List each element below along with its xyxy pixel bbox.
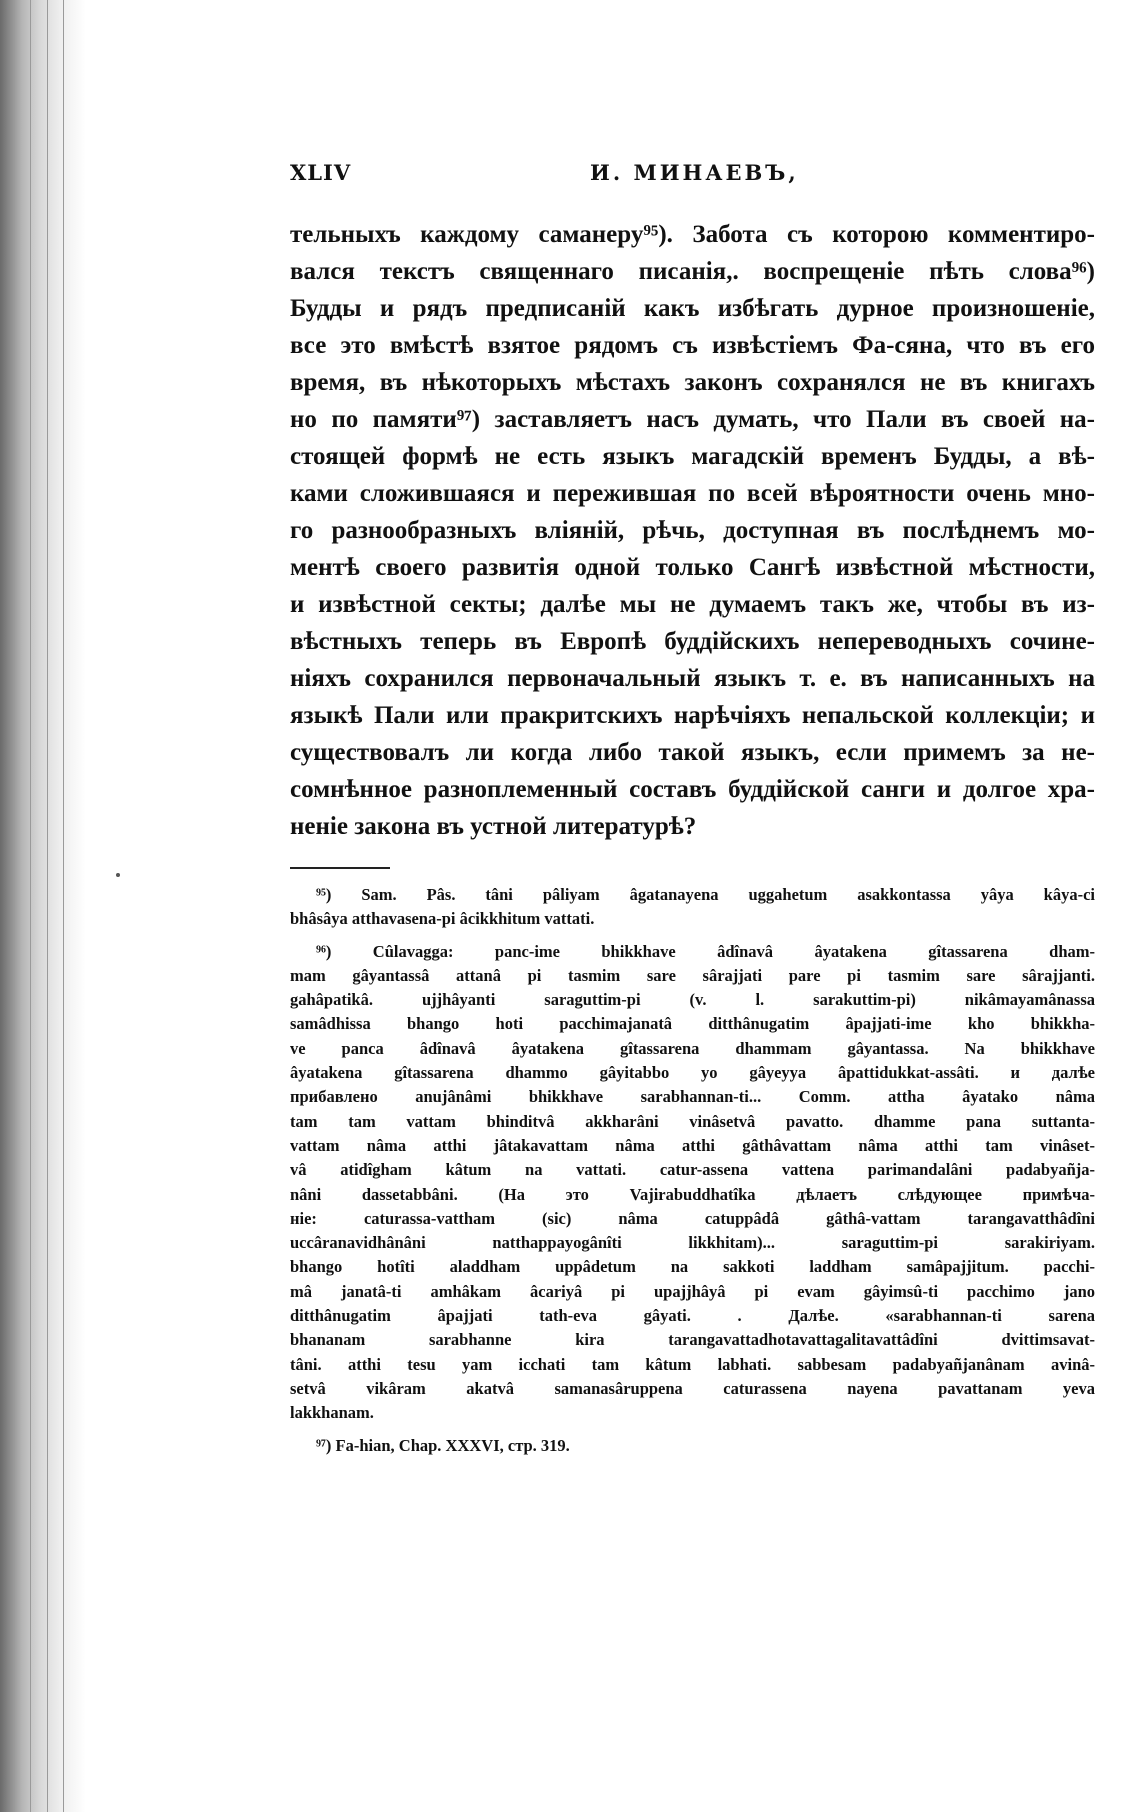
footnotes	[290, 883, 1095, 1458]
text-line: Будды и рядъ предписаній какъ избѣгать дурное произношеніе,	[290, 295, 1095, 322]
text-line: тельныхъ каждому саманеру⁹⁵). Забота съ которою комментиро-	[290, 221, 1095, 248]
footnote-line: âyatakena gîtassarena dhammo gâyitabbo yo gâyeyya âpattidukkat-assâti. и далѣе	[290, 1063, 1095, 1083]
footnote-line: bhâsâya atthavasena-pi âcikkhitum vattati.	[290, 909, 595, 929]
spine-line	[63, 0, 64, 1812]
text-line: языкѣ Пали или пракритскихъ нарѣчіяхъ непальской коллекціи; и	[290, 702, 1095, 729]
text-line: вѣстныхъ теперь въ Европѣ буддійскихъ непереводныхъ сочине-	[290, 628, 1095, 655]
footnote	[290, 1434, 1095, 1458]
footnote	[290, 940, 1095, 1426]
text-line: время, въ нѣкоторыхъ мѣстахъ законъ сохранялся не въ книгахъ	[290, 369, 1095, 396]
main-text	[290, 216, 1095, 845]
footnote-line: tâni. atthi tesu yam icchati tam kâtum labhati. sabbesam padabyañjanânam avinâ-	[290, 1354, 1095, 1374]
footnote-line: ditthânugatim âpajjati tath-eva gâyati. . Далѣе. «sarabhannan-ti sarena	[290, 1306, 1095, 1326]
spine-line	[47, 0, 48, 1812]
text-line: все это вмѣстѣ взятое рядомъ съ извѣстіемъ Фа-сяна, что въ его	[290, 332, 1095, 359]
text-line: го разнообразныхъ вліяній, рѣчь, доступная въ послѣднемъ мо-	[290, 517, 1095, 544]
footnote-line: ⁹⁶) Cûlavagga: panc-ime bhikkhave âdînavâ âyatakena gîtassarena dham-	[316, 941, 1095, 961]
footnote-line: mam gâyantassâ attanâ pi tasmim sare sârajjati pare pi tasmim sare sârajjanti.	[290, 965, 1095, 985]
page-content	[290, 160, 1095, 1458]
text-line: стоящей формѣ не есть языкъ магадскій временъ Будды, а вѣ-	[290, 443, 1095, 470]
text-line: сомнѣнное разноплеменный составъ буддійской санги и долгое хра-	[290, 776, 1095, 803]
text-line: ментѣ своего развитія одной только Сангѣ извѣстной мѣстности,	[290, 554, 1095, 581]
footnote-line: uccâranavidhânâni natthappayogânîti likkhitam)... saraguttim-pi sarakiriyam.	[290, 1233, 1095, 1253]
footnote-line: ve panca âdînavâ âyatakena gîtassarena dhammam gâyantassa. Na bhikkhave	[290, 1038, 1095, 1058]
footnote-line: nâni dassetabbâni. (На это Vajirabuddhatîka дѣлаетъ слѣдующее примѣча-	[290, 1184, 1095, 1204]
footnote-rule	[290, 867, 390, 869]
text-line: ками сложившаяся и пережившая по всей вѣроятности очень мно-	[290, 480, 1095, 507]
running-title-author: И. МИНАЕВЪ,	[590, 160, 799, 185]
footnote-line: ⁹⁵) Sam. Pâs. tâni pâliyam âgatanayena uggahetum asakkontassa yâya kâya-ci	[316, 885, 1095, 904]
book-spine-shadow	[0, 0, 86, 1812]
footnote-line: vattam nâma atthi jâtakavattam nâma atthi gâthâvattam nâma atthi tam vinâset-	[290, 1135, 1095, 1155]
text-line: существовалъ ли когда либо такой языкъ, если примемъ за не-	[290, 739, 1095, 766]
running-header	[290, 160, 1095, 200]
footnote-line: mâ janatâ-ti amhâkam âcariyâ pi upajjhâyâ pi evam gâyimsû-ti pacchimo jano	[290, 1281, 1095, 1301]
footnote-line: bhango hotîti aladdham uppâdetum na sakkoti laddham samâpajjitum. pacchi-	[290, 1257, 1095, 1277]
footnote-line: прибавлено anujânâmi bhikkhave sarabhannan-ti... Comm. attha âyatako nâma	[290, 1087, 1095, 1107]
text-line: неніе закона въ устной литературѣ?	[290, 813, 697, 840]
spine-line	[30, 0, 31, 1812]
footnote-gap	[290, 932, 1095, 940]
text-line: ніяхъ сохранился первоначальный языкъ т. е. въ написанныхъ на	[290, 665, 1095, 692]
text-line: но по памяти⁹⁷) заставляетъ насъ думать, что Пали въ своей на-	[290, 406, 1095, 433]
spine-line	[14, 0, 15, 1812]
footnote-line: ніе: caturassa-vattham (sic) nâma catuppâdâ gâthâ-vattam tarangavatthâdîni	[290, 1208, 1095, 1228]
footnote-line: setvâ vikâram akatvâ samanasâruppena caturassena nayena pavattanam yeva	[290, 1378, 1095, 1398]
footnote-line: bhananam sarabhanne kira tarangavattadhotavattagalitavattâdîni dvittimsavat-	[290, 1330, 1095, 1350]
footnote-line: lakkhanam.	[290, 1403, 374, 1423]
stray-mark	[116, 873, 120, 877]
text-line: вался текстъ священнаго писанія,. воспрещеніе пѣть слова⁹⁶)	[290, 258, 1095, 285]
footnote-line: tam tam vattam bhinditvâ akkharâni vinâsetvâ pavatto. dhamme pana suttanta-	[290, 1111, 1095, 1131]
footnote-gap	[290, 1426, 1095, 1434]
footnote-line: samâdhissa bhango hoti pacchimajanatâ ditthânugatim âpajjati-ime kho bhikkha-	[290, 1014, 1095, 1034]
footnote-line: gahâpatikâ. ujjhâyanti saraguttim-pi (v. l. sarakuttim-pi) nikâmayamânassa	[290, 990, 1095, 1010]
footnote-line: ⁹⁷) Fa-hian, Chap. XXXVI, стр. 319.	[316, 1435, 570, 1455]
page-number: XLIV	[290, 160, 352, 185]
text-line: и извѣстной секты; далѣе мы не думаемъ такъ же, чтобы въ из-	[290, 591, 1095, 618]
footnote	[290, 883, 1095, 932]
footnote-line: vâ atidîgham kâtum na vattati. catur-assena vattena parimandalâni padabyañja-	[290, 1160, 1095, 1180]
